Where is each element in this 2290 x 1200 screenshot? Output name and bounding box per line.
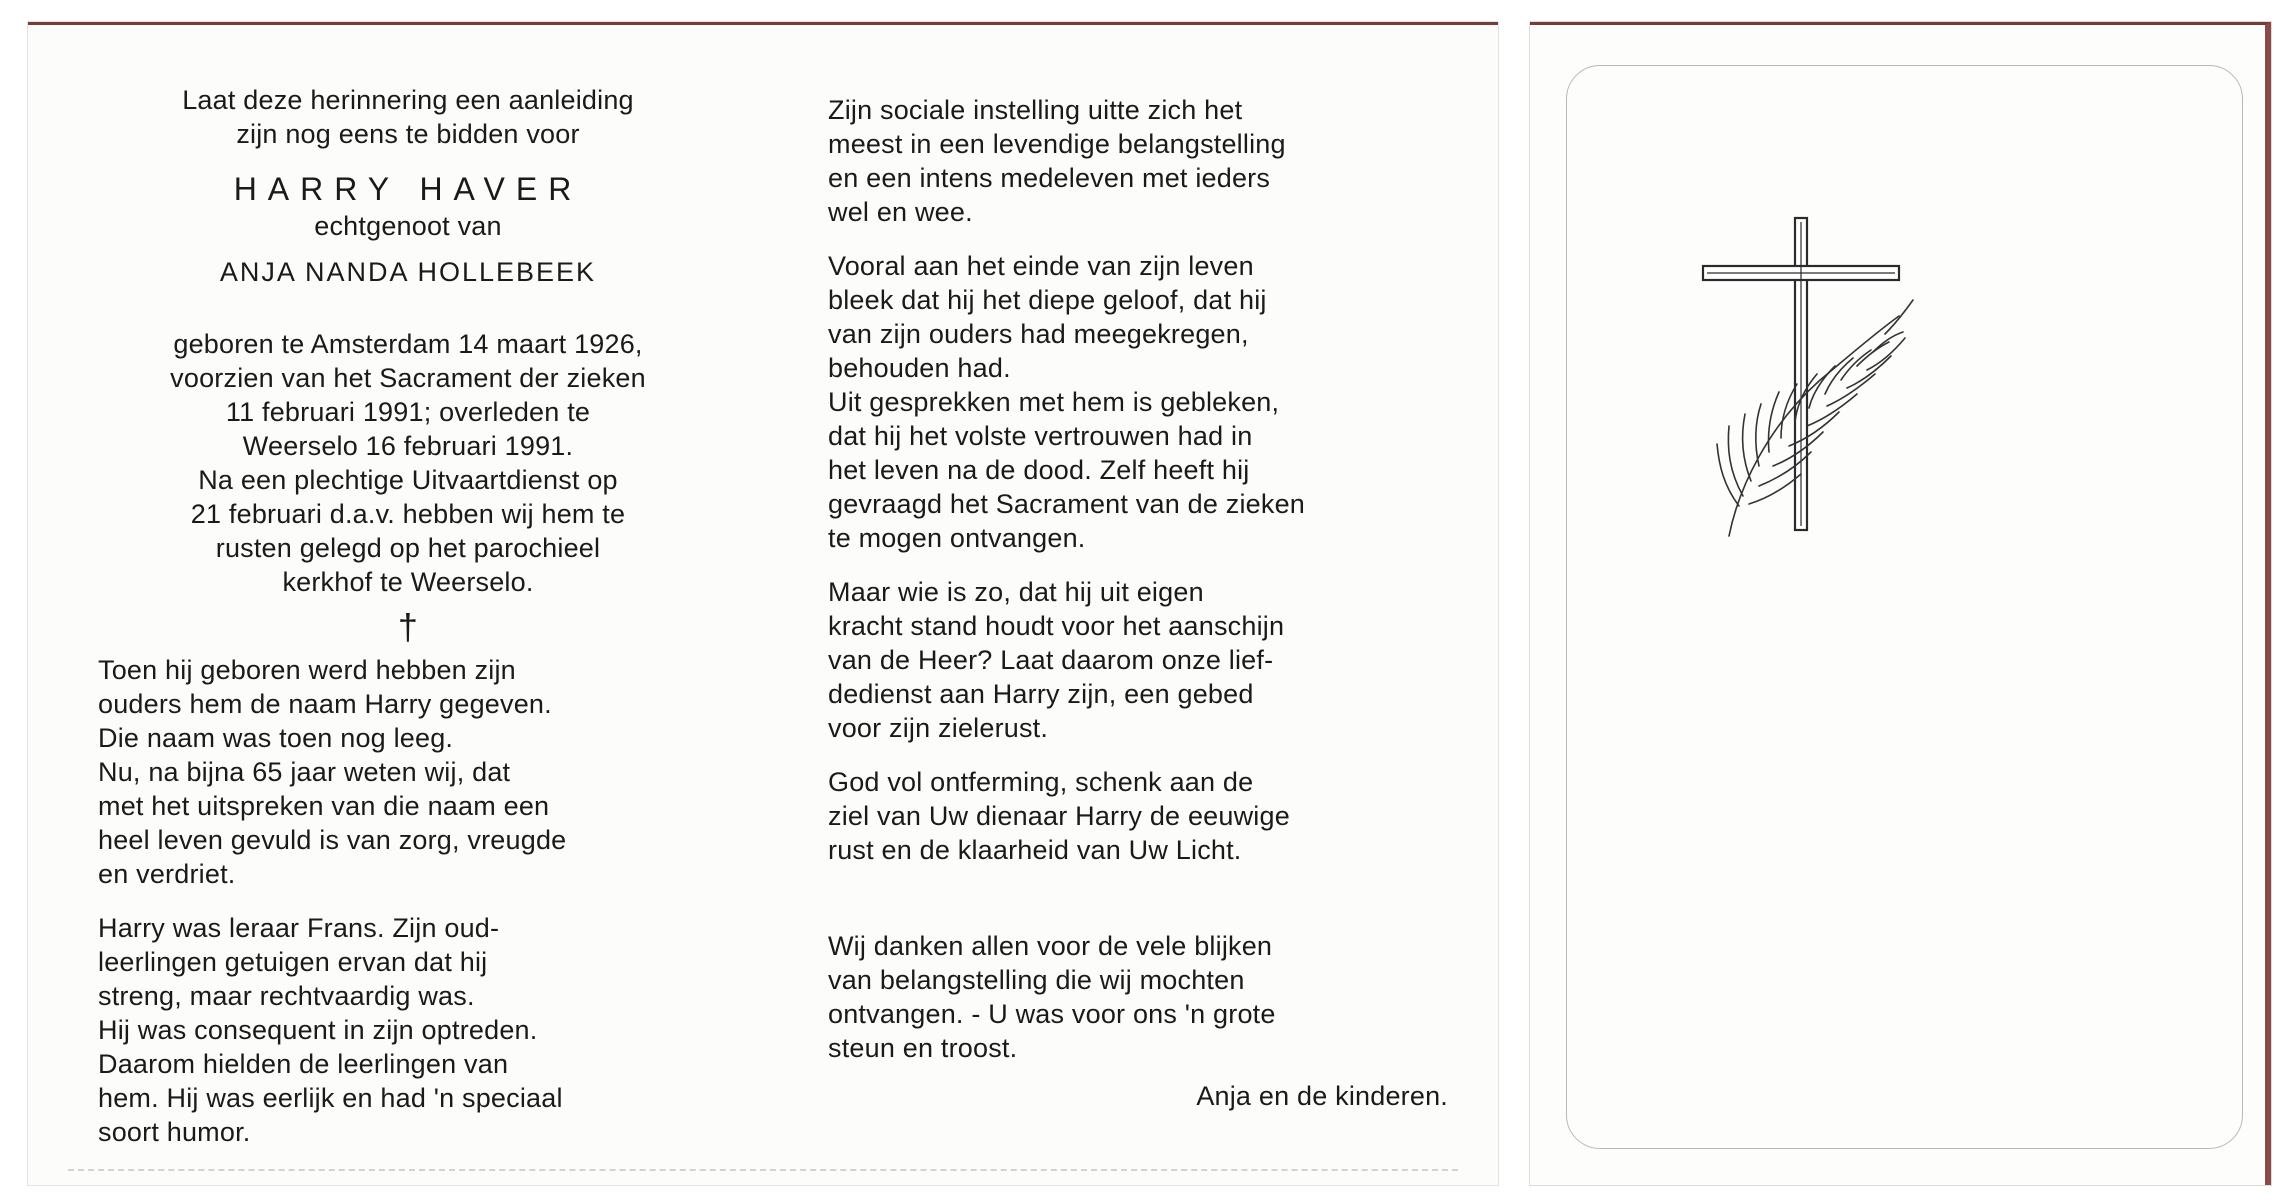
paragraph-line: het leven na de dood. Zelf heeft hij — [828, 455, 1250, 485]
thanks-line: van belangstelling die wij mochten — [828, 965, 1245, 995]
paragraph-line: soort humor. — [98, 1117, 251, 1147]
paragraph-line: leerlingen getuigen ervan dat hij — [98, 947, 488, 977]
paragraph-line: ouders hem de naam Harry gegeven. — [98, 689, 552, 719]
bio-line: Na een plechtige Uitvaartdienst op — [198, 465, 618, 495]
card-border — [1566, 65, 2243, 1149]
deceased-name: HARRY HAVER — [233, 171, 583, 207]
intro-line: Laat deze herinnering een aanleiding — [182, 85, 634, 115]
paragraph-line: Uit gesprekken met hem is gebleken, — [828, 387, 1280, 417]
paragraph-line: en een intens medeleven met ieders — [828, 163, 1271, 193]
bio-line: geboren te Amsterdam 14 maart 1926, — [173, 329, 643, 359]
paragraph-line: behouden had. — [828, 353, 1011, 383]
bio-line: kerkhof te Weerselo. — [282, 567, 534, 597]
paragraph-line: dat hij het volste vertrouwen had in — [828, 421, 1253, 451]
front-card — [1530, 22, 2271, 1185]
left-page — [98, 83, 718, 1149]
signature: Anja en de kinderen. — [1196, 1081, 1448, 1111]
open-memorial-card — [28, 22, 1498, 1185]
paragraph-line: meest in een levendige belangstelling — [828, 129, 1286, 159]
right-page — [828, 93, 1448, 1113]
bio-line: Weerselo 16 februari 1991. — [242, 431, 574, 461]
paragraph-line: dedienst aan Harry zijn, een gebed — [828, 679, 1254, 709]
paragraph-line: Zijn sociale instelling uitte zich het — [828, 95, 1243, 125]
paragraph-line: rust en de klaarheid van Uw Licht. — [828, 835, 1242, 865]
paragraph-line: Vooral aan het einde van zijn leven — [828, 251, 1254, 281]
paragraph-line: met het uitspreken van die naam een — [98, 791, 550, 821]
paragraph-line: Daarom hielden de leerlingen van — [98, 1049, 509, 1079]
bio-line: 11 februari 1991; overleden te — [225, 397, 591, 427]
paragraph-line: kracht stand houdt voor het aanschijn — [828, 611, 1285, 641]
bio-line: rusten gelegd op het parochieel — [215, 533, 601, 563]
bio-line: voorzien van het Sacrament der zieken — [170, 363, 646, 393]
paragraph-line: Harry was leraar Frans. Zijn oud- — [98, 913, 500, 943]
cross-symbol: † — [397, 606, 419, 647]
bio-line: 21 februari d.a.v. hebben wij hem te — [190, 499, 626, 529]
thanks-line: steun en troost. — [828, 1033, 1018, 1063]
paragraph-line: bleek dat hij het diepe geloof, dat hij — [828, 285, 1267, 315]
cross-with-palm-branch-icon — [1699, 216, 1919, 556]
paragraph-line: te mogen ontvangen. — [828, 523, 1086, 553]
paragraph-line: wel en wee. — [828, 197, 973, 227]
paragraph-line: Die naam was toen nog leeg. — [98, 723, 454, 753]
paragraph-line: en verdriet. — [98, 859, 236, 889]
paragraph-line: Nu, na bijna 65 jaar weten wij, dat — [98, 757, 511, 787]
thanks-line: Wij danken allen voor de vele blijken — [828, 931, 1273, 961]
paragraph-line: heel leven gevuld is van zorg, vreugde — [98, 825, 567, 855]
paragraph-line: van zijn ouders had meegekregen, — [828, 319, 1249, 349]
sheet-edge — [68, 1169, 1458, 1171]
paragraph-line: hem. Hij was eerlijk en had 'n speciaal — [98, 1083, 563, 1113]
paragraph-line: van de Heer? Laat daarom onze lief- — [828, 645, 1274, 675]
paragraph-line: Toen hij geboren werd hebben zijn — [98, 655, 516, 685]
paragraph-line: streng, maar rechtvaardig was. — [98, 981, 475, 1011]
thanks-line: ontvangen. - U was voor ons 'n grote — [828, 999, 1276, 1029]
paragraph-line: voor zijn zielerust. — [828, 713, 1049, 743]
paragraph-line: God vol ontferming, schenk aan de — [828, 767, 1254, 797]
spouse-name: ANJA NANDA HOLLEBEEK — [219, 257, 597, 287]
intro-line: zijn nog eens te bidden voor — [236, 119, 580, 149]
paragraph-line: ziel van Uw dienaar Harry de eeuwige — [828, 801, 1290, 831]
paragraph-line: Hij was consequent in zijn optreden. — [98, 1015, 538, 1045]
relation-text: echtgenoot van — [314, 211, 502, 241]
paragraph-line: gevraagd het Sacrament van de zieken — [828, 489, 1305, 519]
paragraph-line: Maar wie is zo, dat hij uit eigen — [828, 577, 1204, 607]
